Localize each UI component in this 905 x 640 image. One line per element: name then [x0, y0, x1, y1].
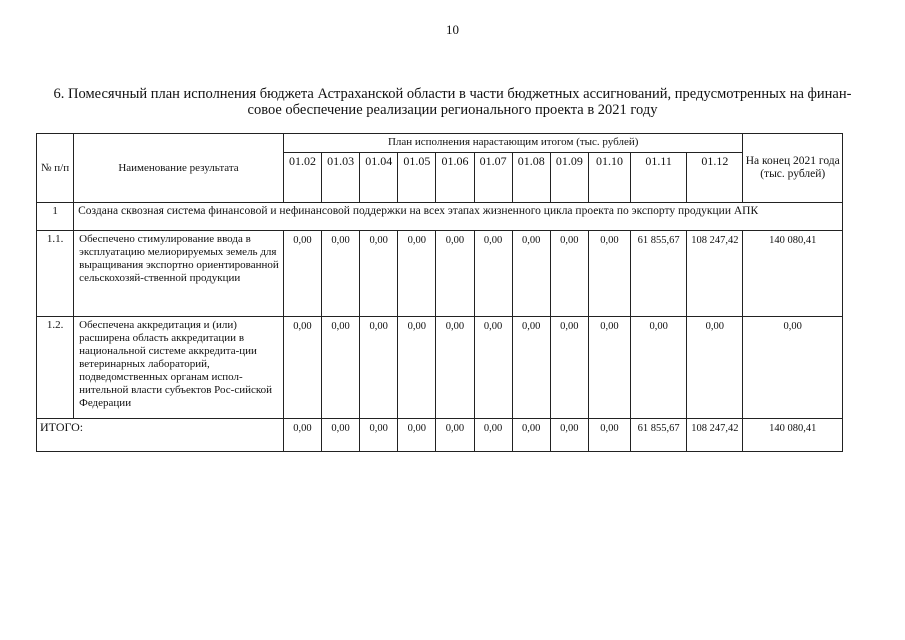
- month-header: 01.07: [474, 153, 512, 203]
- row-value: 0,00: [322, 317, 360, 419]
- section-name: Создана сквозная система финансовой и нефинансовой поддержки на всех этапах жизненного цикла проекта по экспорту продукции АПК: [74, 203, 843, 231]
- row-value: 0,00: [360, 231, 398, 317]
- row-value: 0,00: [322, 231, 360, 317]
- total-value: 0,00: [322, 419, 360, 452]
- header-end-of-year: На конец 2021 года (тыс. рублей): [743, 134, 843, 203]
- month-header: 01.11: [631, 153, 687, 203]
- row-value: 0,00: [398, 231, 436, 317]
- title-line-2: совое обеспечение реализации регионального проекта в 2021 году: [247, 102, 658, 118]
- month-header: 01.02: [283, 153, 321, 203]
- month-header: 01.10: [588, 153, 630, 203]
- row-value: 0,00: [436, 231, 474, 317]
- month-header: 01.05: [398, 153, 436, 203]
- row-value: 0,00: [512, 317, 550, 419]
- row-value: 0,00: [512, 231, 550, 317]
- month-header: 01.09: [550, 153, 588, 203]
- row-num: 1.2.: [37, 317, 74, 419]
- total-value: 108 247,42: [687, 419, 743, 452]
- table-row: [37, 231, 843, 317]
- row-value: 0,00: [436, 317, 474, 419]
- row-end-value: 0,00: [743, 317, 843, 419]
- total-value: 0,00: [474, 419, 512, 452]
- row-value: 0,00: [687, 317, 743, 419]
- month-header: 01.06: [436, 153, 474, 203]
- total-value: 0,00: [360, 419, 398, 452]
- month-header: 01.12: [687, 153, 743, 203]
- header-name: Наименование результата: [74, 134, 284, 203]
- row-value: 0,00: [474, 317, 512, 419]
- row-value: 0,00: [474, 231, 512, 317]
- month-header: 01.04: [360, 153, 398, 203]
- row-value: 0,00: [588, 231, 630, 317]
- row-name: Обеспечено стимулирование ввода в эксплуатацию мелиорируемых земель для выращивания экспортно ориентированной сельскохозяй-ственной продукции: [74, 231, 284, 317]
- header-plan-group: План исполнения нарастающим итогом (тыс. рублей): [283, 134, 743, 153]
- header-row: [37, 134, 843, 153]
- month-header: 01.08: [512, 153, 550, 203]
- title-line-1: 6. Помесячный план исполнения бюджета Астраханской области в части бюджетных ассигнований, предусмотренных на финан-: [53, 86, 852, 102]
- document-title: [30, 86, 875, 118]
- total-row: [37, 419, 843, 452]
- row-value: 0,00: [550, 231, 588, 317]
- row-num: 1.1.: [37, 231, 74, 317]
- row-value: 0,00: [398, 317, 436, 419]
- row-value: 0,00: [631, 317, 687, 419]
- page-number: 10: [446, 22, 459, 37]
- row-value: 0,00: [360, 317, 398, 419]
- row-value: 61 855,67: [631, 231, 687, 317]
- total-value: 0,00: [588, 419, 630, 452]
- row-value: 0,00: [283, 231, 321, 317]
- total-value: 0,00: [436, 419, 474, 452]
- row-end-value: 140 080,41: [743, 231, 843, 317]
- section-num: 1: [37, 203, 74, 231]
- budget-plan-table: [36, 133, 843, 452]
- total-label: ИТОГО:: [37, 419, 284, 452]
- row-value: 0,00: [550, 317, 588, 419]
- row-value: 0,00: [588, 317, 630, 419]
- total-value: 0,00: [398, 419, 436, 452]
- header-num: № п/п: [37, 134, 74, 203]
- total-value: 0,00: [550, 419, 588, 452]
- section-row: [37, 203, 843, 231]
- month-header: 01.03: [322, 153, 360, 203]
- row-name: Обеспечена аккредитация и (или) расширена область аккредитации в национальной системе аккредита-ции ветеринарных лабораторий, подведомственных органам испол-нительной власти субъектов Рос-сийской Федерации: [74, 317, 284, 419]
- total-end-value: 140 080,41: [743, 419, 843, 452]
- total-value: 0,00: [512, 419, 550, 452]
- total-value: 61 855,67: [631, 419, 687, 452]
- row-value: 108 247,42: [687, 231, 743, 317]
- row-value: 0,00: [283, 317, 321, 419]
- total-value: 0,00: [283, 419, 321, 452]
- table-row: [37, 317, 843, 419]
